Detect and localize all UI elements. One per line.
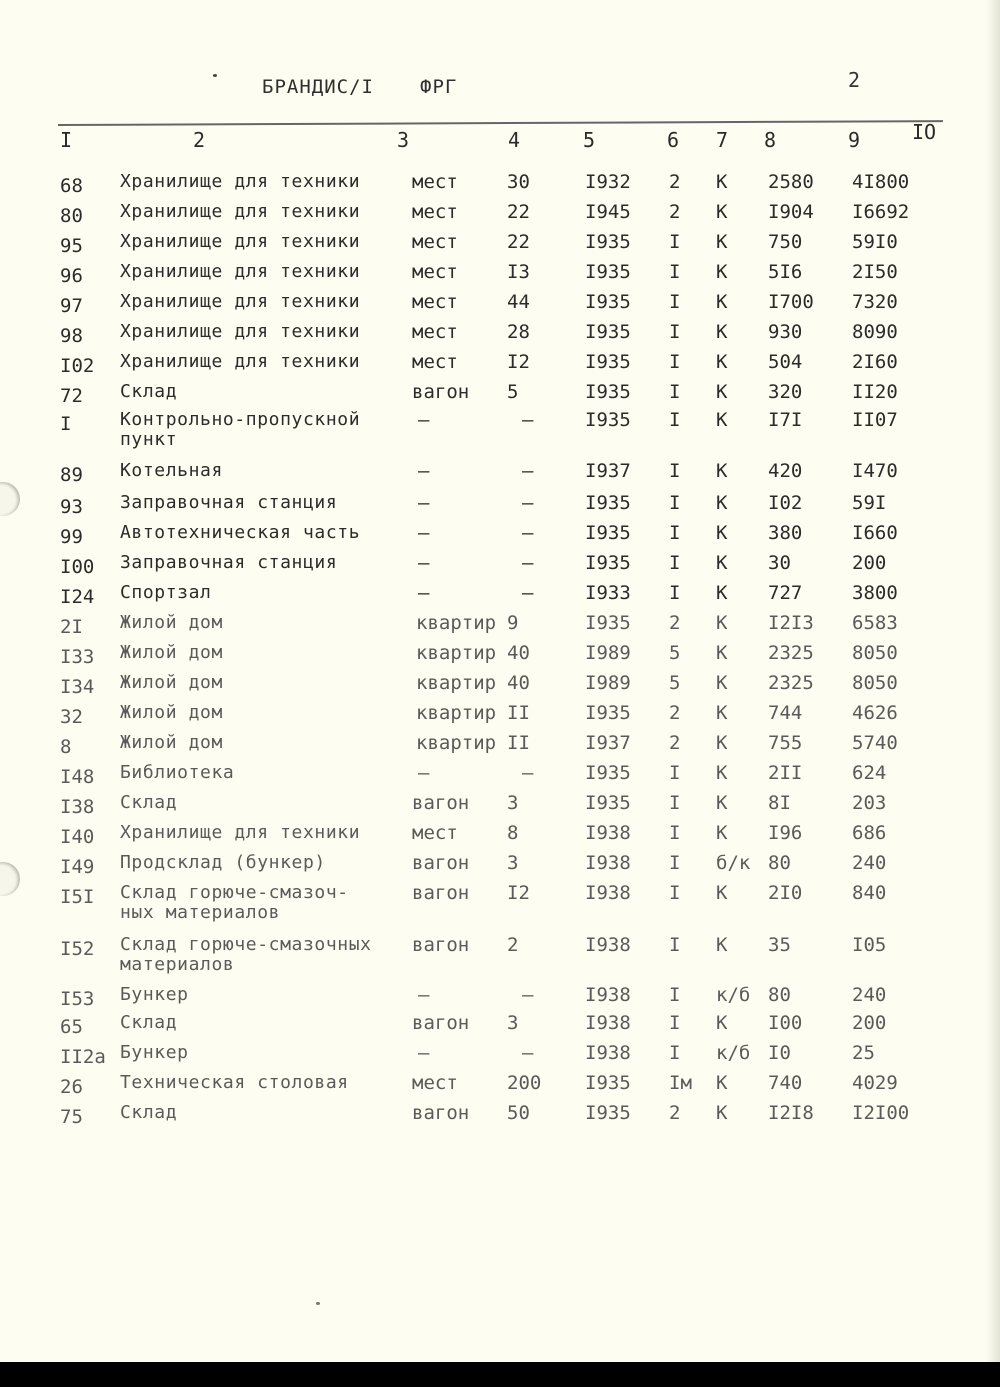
capacity-unit: квартир	[416, 672, 497, 694]
construction-material: К	[716, 1012, 728, 1034]
page-number: 2	[848, 68, 861, 92]
object-name: Хранилище для техники	[120, 351, 361, 372]
value-amount: 59I0	[852, 231, 898, 253]
capacity-unit: –	[418, 492, 430, 514]
value-amount: 59I	[852, 492, 887, 514]
construction-material: К	[716, 291, 728, 313]
object-number: II2а	[60, 1046, 106, 1068]
construction-year: I935	[585, 792, 631, 814]
object-name-continuation: ных материалов	[120, 902, 281, 923]
object-number: 97	[60, 295, 83, 317]
construction-year: I945	[585, 201, 631, 223]
object-number: 2I	[60, 616, 83, 638]
value-amount: I470	[852, 460, 898, 482]
object-number: I	[60, 413, 72, 435]
capacity-quantity: 40	[507, 642, 530, 664]
capacity-quantity: I2	[507, 882, 530, 904]
object-name: Хранилище для техники	[120, 291, 361, 312]
floor-area: 320	[768, 381, 803, 403]
construction-year: I935	[585, 351, 631, 373]
capacity-unit: –	[418, 460, 430, 482]
object-name: Жилой дом	[120, 702, 223, 723]
value-amount: 200	[852, 552, 887, 574]
object-name-continuation: пункт	[120, 429, 178, 450]
floor-area: 420	[768, 460, 803, 482]
construction-material: к/б	[716, 1042, 751, 1064]
capacity-unit: квартир	[416, 732, 497, 754]
value-amount: 240	[852, 984, 887, 1006]
construction-year: I935	[585, 762, 631, 784]
object-name: Склад	[120, 792, 178, 813]
column-number: 9	[848, 128, 861, 152]
floors-count: 5	[669, 642, 681, 664]
floors-count: I	[669, 351, 681, 373]
capacity-unit: мест	[412, 321, 458, 343]
value-amount: 840	[852, 882, 887, 904]
value-amount: 203	[852, 792, 887, 814]
capacity-unit: квартир	[416, 612, 497, 634]
floors-count: I	[669, 492, 681, 514]
capacity-quantity: 30	[507, 171, 530, 193]
floor-area: 930	[768, 321, 803, 343]
floor-area: I700	[768, 291, 814, 313]
object-name: Бункер	[120, 1042, 189, 1063]
object-number: 80	[60, 205, 83, 227]
object-name: Спортзал	[120, 582, 212, 603]
floor-area: 380	[768, 522, 803, 544]
punch-hole	[0, 862, 20, 896]
object-name: Хранилище для техники	[120, 321, 361, 342]
value-amount: 5740	[852, 732, 898, 754]
capacity-unit: вагон	[412, 792, 470, 814]
floor-area: 5I6	[768, 261, 803, 283]
floor-area: 2II	[768, 762, 803, 784]
value-amount: 6583	[852, 612, 898, 634]
floor-area: 30	[768, 552, 791, 574]
floors-count: I	[669, 261, 681, 283]
value-amount: 4I800	[852, 171, 910, 193]
floors-count: I	[669, 522, 681, 544]
object-name: Жилой дом	[120, 672, 223, 693]
floors-count: I	[669, 321, 681, 343]
construction-year: I935	[585, 552, 631, 574]
construction-material: К	[716, 381, 728, 403]
construction-year: I935	[585, 522, 631, 544]
capacity-unit: мест	[412, 201, 458, 223]
value-amount: 8050	[852, 642, 898, 664]
construction-material: К	[716, 460, 728, 482]
capacity-unit: вагон	[412, 381, 470, 403]
value-amount: 686	[852, 822, 887, 844]
construction-year: I935	[585, 1072, 631, 1094]
value-amount: 2I60	[852, 351, 898, 373]
construction-material: К	[716, 642, 728, 664]
construction-year: I932	[585, 171, 631, 193]
capacity-unit: –	[418, 762, 430, 784]
column-number: 3	[397, 128, 410, 152]
object-number: 89	[60, 464, 83, 486]
floor-area: 2580	[768, 171, 814, 193]
floors-count: I	[669, 1042, 681, 1064]
capacity-unit: вагон	[412, 1102, 470, 1124]
floors-count: I	[669, 852, 681, 874]
object-name: Автотехническая часть	[120, 522, 361, 543]
floor-area: I2I3	[768, 612, 814, 634]
capacity-quantity: –	[522, 409, 534, 431]
capacity-unit: –	[418, 552, 430, 574]
value-amount: I2I00	[852, 1102, 910, 1124]
construction-material: К	[716, 201, 728, 223]
value-amount: 4029	[852, 1072, 898, 1094]
capacity-unit: –	[418, 582, 430, 604]
capacity-unit: мест	[412, 291, 458, 313]
capacity-unit: мест	[412, 822, 458, 844]
construction-material: К	[716, 409, 728, 431]
construction-year: I935	[585, 291, 631, 313]
object-number: I33	[60, 646, 95, 668]
construction-material: К	[716, 171, 728, 193]
floor-area: 8I	[768, 792, 791, 814]
construction-year: I935	[585, 612, 631, 634]
floors-count: I	[669, 934, 681, 956]
object-number: 93	[60, 496, 83, 518]
value-amount: 7320	[852, 291, 898, 313]
floors-count: I	[669, 582, 681, 604]
floors-count: I	[669, 231, 681, 253]
construction-material: К	[716, 792, 728, 814]
value-amount: I660	[852, 522, 898, 544]
floor-area: 35	[768, 934, 791, 956]
value-amount: I6692	[852, 201, 910, 223]
capacity-quantity: I3	[507, 261, 530, 283]
capacity-unit: мест	[412, 261, 458, 283]
object-name: Бункер	[120, 984, 189, 1005]
construction-material: К	[716, 934, 728, 956]
floor-area: 504	[768, 351, 803, 373]
object-name: Библиотека	[120, 762, 235, 783]
object-number: I53	[60, 988, 95, 1010]
header-rule	[58, 120, 943, 126]
floors-count: I	[669, 822, 681, 844]
value-amount: 3800	[852, 582, 898, 604]
object-name: Хранилище для техники	[120, 201, 361, 222]
capacity-quantity: 3	[507, 792, 519, 814]
floors-count: 2	[669, 1102, 681, 1124]
object-number: I49	[60, 856, 95, 878]
floors-count: I	[669, 984, 681, 1006]
capacity-unit: –	[418, 522, 430, 544]
value-amount: 2I50	[852, 261, 898, 283]
construction-year: I935	[585, 321, 631, 343]
object-name: Жилой дом	[120, 732, 223, 753]
object-name: Продсклад (бункер)	[120, 852, 326, 873]
construction-material: К	[716, 672, 728, 694]
construction-material: К	[716, 261, 728, 283]
construction-material: К	[716, 732, 728, 754]
construction-year: I938	[585, 822, 631, 844]
object-name: Жилой дом	[120, 612, 223, 633]
construction-material: К	[716, 351, 728, 373]
capacity-quantity: II	[507, 702, 530, 724]
construction-year: I937	[585, 460, 631, 482]
value-amount: I05	[852, 934, 887, 956]
capacity-quantity: –	[522, 984, 534, 1006]
floors-count: 2	[669, 171, 681, 193]
capacity-quantity: II	[507, 732, 530, 754]
page-edge-shadow	[986, 0, 1000, 1362]
capacity-unit: вагон	[412, 882, 470, 904]
floors-count: I	[669, 409, 681, 431]
floors-count: 2	[669, 732, 681, 754]
capacity-unit: мест	[412, 351, 458, 373]
object-number: 26	[60, 1076, 83, 1098]
construction-year: I935	[585, 261, 631, 283]
object-number: I02	[60, 355, 95, 377]
construction-year: I938	[585, 1012, 631, 1034]
value-amount: 624	[852, 762, 887, 784]
floor-area: I2I8	[768, 1102, 814, 1124]
construction-year: I935	[585, 1102, 631, 1124]
floor-area: 80	[768, 984, 791, 1006]
capacity-unit: вагон	[412, 934, 470, 956]
capacity-quantity: –	[522, 552, 534, 574]
object-name: Хранилище для техники	[120, 171, 361, 192]
construction-material: К	[716, 492, 728, 514]
capacity-quantity: 44	[507, 291, 530, 313]
object-name: Техническая столовая	[120, 1072, 349, 1093]
column-number: I	[60, 128, 73, 152]
capacity-quantity: 2	[507, 934, 519, 956]
capacity-unit: квартир	[416, 642, 497, 664]
capacity-quantity: 40	[507, 672, 530, 694]
floors-count: I	[669, 460, 681, 482]
floor-area: 2325	[768, 672, 814, 694]
construction-year: I938	[585, 852, 631, 874]
floors-count: I	[669, 381, 681, 403]
capacity-quantity: 3	[507, 852, 519, 874]
construction-year: I935	[585, 381, 631, 403]
construction-year: I989	[585, 672, 631, 694]
ink-speck	[213, 74, 217, 77]
column-number: 8	[764, 128, 777, 152]
construction-material: б/к	[716, 852, 751, 874]
construction-year: I933	[585, 582, 631, 604]
floor-area: 755	[768, 732, 803, 754]
floor-area: 750	[768, 231, 803, 253]
object-name: Хранилище для техники	[120, 822, 361, 843]
construction-year: I935	[585, 231, 631, 253]
construction-material: К	[716, 762, 728, 784]
capacity-unit: мест	[412, 1072, 458, 1094]
floors-count: I	[669, 882, 681, 904]
construction-material: К	[716, 321, 728, 343]
column-number: 4	[508, 128, 521, 152]
object-number: I48	[60, 766, 95, 788]
capacity-unit: –	[418, 984, 430, 1006]
capacity-quantity: 200	[507, 1072, 542, 1094]
floors-count: 2	[669, 702, 681, 724]
object-number: 95	[60, 235, 83, 257]
object-number: 32	[60, 706, 83, 728]
construction-material: К	[716, 1102, 728, 1124]
object-name: Склад	[120, 1102, 178, 1123]
construction-material: К	[716, 231, 728, 253]
floor-area: 2325	[768, 642, 814, 664]
construction-year: I935	[585, 492, 631, 514]
column-number: 6	[667, 128, 680, 152]
object-number: I52	[60, 938, 95, 960]
construction-year: I937	[585, 732, 631, 754]
object-number: 8	[60, 736, 72, 758]
capacity-quantity: 28	[507, 321, 530, 343]
object-name: Склад горюче-смазоч-	[120, 882, 349, 903]
construction-year: I938	[585, 984, 631, 1006]
object-number: I38	[60, 796, 95, 818]
value-amount: 4626	[852, 702, 898, 724]
value-amount: 8050	[852, 672, 898, 694]
capacity-quantity: –	[522, 762, 534, 784]
object-number: 98	[60, 325, 83, 347]
object-name: Заправочная станция	[120, 492, 338, 513]
floor-area: I7I	[768, 409, 803, 431]
floor-area: 744	[768, 702, 803, 724]
object-number: 75	[60, 1106, 83, 1128]
floors-count: 2	[669, 201, 681, 223]
object-number: I40	[60, 826, 95, 848]
object-name: Хранилище для техники	[120, 231, 361, 252]
value-amount: II20	[852, 381, 898, 403]
value-amount: II07	[852, 409, 898, 431]
construction-material: К	[716, 612, 728, 634]
capacity-unit: мест	[412, 231, 458, 253]
column-number: 5	[583, 128, 596, 152]
capacity-quantity: I2	[507, 351, 530, 373]
floors-count: I	[669, 1012, 681, 1034]
capacity-unit: –	[418, 1042, 430, 1064]
capacity-unit: –	[418, 409, 430, 431]
construction-material: к/б	[716, 984, 751, 1006]
capacity-quantity: –	[522, 582, 534, 604]
construction-year: I989	[585, 642, 631, 664]
capacity-quantity: 22	[507, 231, 530, 253]
capacity-unit: вагон	[412, 852, 470, 874]
capacity-unit: мест	[412, 171, 458, 193]
construction-material: К	[716, 522, 728, 544]
object-name-continuation: материалов	[120, 954, 235, 975]
capacity-quantity: 3	[507, 1012, 519, 1034]
floors-count: I	[669, 552, 681, 574]
value-amount: 200	[852, 1012, 887, 1034]
construction-year: I935	[585, 409, 631, 431]
floor-area: I904	[768, 201, 814, 223]
capacity-quantity: 5	[507, 381, 519, 403]
construction-material: К	[716, 1072, 728, 1094]
object-number: 68	[60, 175, 83, 197]
capacity-unit: вагон	[412, 1012, 470, 1034]
capacity-quantity: 8	[507, 822, 519, 844]
construction-year: I938	[585, 882, 631, 904]
floor-area: 2I0	[768, 882, 803, 904]
capacity-quantity: –	[522, 1042, 534, 1064]
construction-material: К	[716, 882, 728, 904]
floors-count: I	[669, 792, 681, 814]
capacity-quantity: 50	[507, 1102, 530, 1124]
capacity-quantity: 22	[507, 201, 530, 223]
capacity-quantity: –	[522, 492, 534, 514]
column-number: 7	[716, 128, 729, 152]
object-name: Контрольно-пропускной	[120, 409, 361, 430]
object-name: Жилой дом	[120, 642, 223, 663]
construction-material: К	[716, 702, 728, 724]
construction-material: К	[716, 822, 728, 844]
value-amount: 8090	[852, 321, 898, 343]
floors-count: Iм	[669, 1072, 692, 1094]
construction-material: К	[716, 582, 728, 604]
capacity-unit: квартир	[416, 702, 497, 724]
object-number: I24	[60, 586, 95, 608]
object-number: 96	[60, 265, 83, 287]
floors-count: 2	[669, 612, 681, 634]
floor-area: I96	[768, 822, 803, 844]
floors-count: I	[669, 291, 681, 313]
floors-count: I	[669, 762, 681, 784]
document-title: БРАНДИС/I	[262, 76, 374, 98]
construction-year: I938	[585, 1042, 631, 1064]
floors-count: 5	[669, 672, 681, 694]
value-amount: 25	[852, 1042, 875, 1064]
floor-area: I0	[768, 1042, 791, 1064]
floor-area: 727	[768, 582, 803, 604]
object-number: I5I	[60, 886, 95, 908]
column-number: 2	[193, 128, 206, 152]
punch-hole	[0, 482, 20, 516]
column-number: IO	[912, 120, 937, 144]
value-amount: 240	[852, 852, 887, 874]
object-name: Заправочная станция	[120, 552, 338, 573]
floor-area: 80	[768, 852, 791, 874]
object-name: Склад	[120, 1012, 178, 1033]
country-label: ФРГ	[420, 76, 458, 98]
object-number: I00	[60, 556, 95, 578]
object-number: 72	[60, 385, 83, 407]
object-name: Склад	[120, 381, 178, 402]
capacity-quantity: –	[522, 460, 534, 482]
object-name: Хранилище для техники	[120, 261, 361, 282]
floor-area: I00	[768, 1012, 803, 1034]
ink-speck	[316, 1302, 320, 1305]
floor-area: I02	[768, 492, 803, 514]
capacity-quantity: –	[522, 522, 534, 544]
floor-area: 740	[768, 1072, 803, 1094]
object-number: 99	[60, 526, 83, 548]
object-name: Котельная	[120, 460, 223, 481]
object-number: 65	[60, 1016, 83, 1038]
object-name: Склад горюче-смазочных	[120, 934, 372, 955]
object-number: I34	[60, 676, 95, 698]
construction-year: I938	[585, 934, 631, 956]
construction-year: I935	[585, 702, 631, 724]
capacity-quantity: 9	[507, 612, 519, 634]
construction-material: К	[716, 552, 728, 574]
